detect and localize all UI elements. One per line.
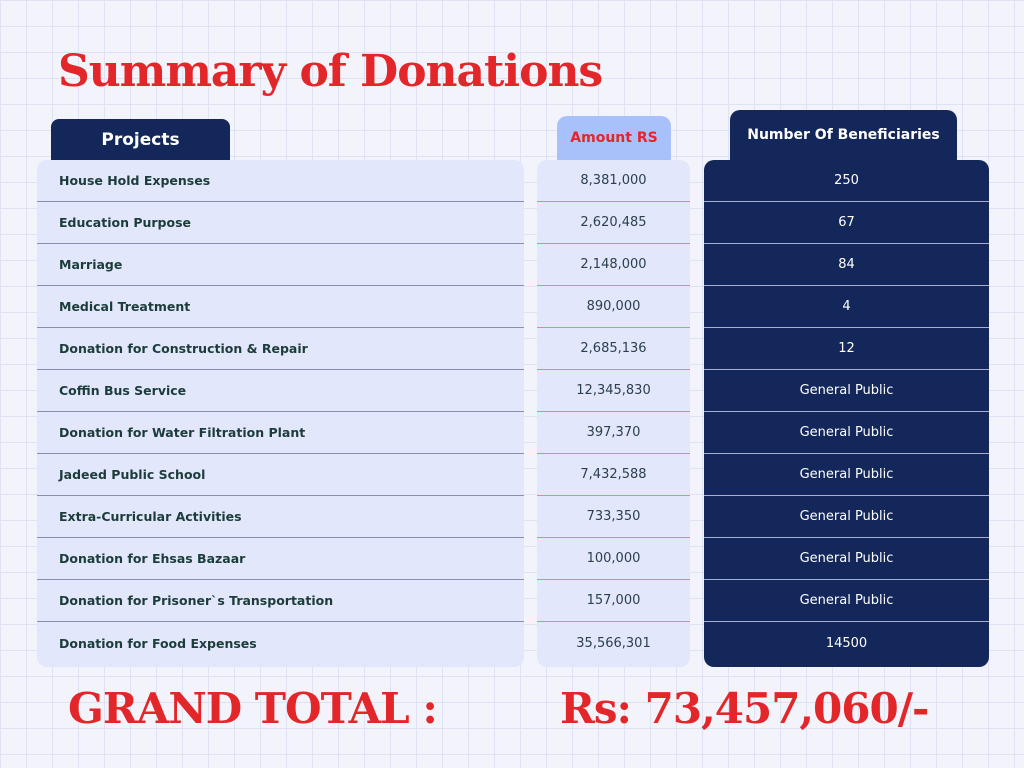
grand-total-value: Rs: 73,457,060/-: [560, 684, 929, 733]
amount-cell: 7,432,588: [537, 454, 690, 496]
amount-column: [537, 160, 690, 667]
amount-cell: 35,566,301: [576, 635, 651, 651]
beneficiaries-cell: General Public: [704, 496, 989, 538]
amount-cell: 100,000: [537, 538, 690, 580]
grand-total-label: GRAND TOTAL :: [68, 684, 437, 733]
project-cell: Extra-Curricular Activities: [37, 496, 524, 538]
projects-column: [37, 160, 524, 667]
project-cell: Donation for Ehsas Bazaar: [37, 538, 524, 580]
beneficiaries-cell: 250: [704, 160, 989, 202]
amount-cell: 157,000: [537, 580, 690, 622]
amount-cell: 12,345,830: [537, 370, 690, 412]
beneficiaries-cell: General Public: [704, 454, 989, 496]
page-title: Summary of Donations: [58, 46, 603, 97]
project-cell: Medical Treatment: [37, 286, 524, 328]
amount-cell: 890,000: [537, 286, 690, 328]
project-cell: Jadeed Public School: [37, 454, 524, 496]
beneficiaries-cell: 84: [704, 244, 989, 286]
beneficiaries-cell: 67: [704, 202, 989, 244]
amount-cell: 2,685,136: [537, 328, 690, 370]
amount-cell: 2,148,000: [537, 244, 690, 286]
beneficiaries-cell: General Public: [704, 538, 989, 580]
beneficiaries-cell: General Public: [704, 370, 989, 412]
beneficiaries-cell: 12: [704, 328, 989, 370]
amount-cell: 397,370: [537, 412, 690, 454]
project-cell: Education Purpose: [37, 202, 524, 244]
project-cell: Marriage: [37, 244, 524, 286]
amount-cell: 2,620,485: [537, 202, 690, 244]
beneficiaries-column: [704, 160, 989, 667]
project-cell: Donation for Water Filtration Plant: [37, 412, 524, 454]
project-cell: Coffin Bus Service: [37, 370, 524, 412]
project-cell: House Hold Expenses: [37, 160, 524, 202]
project-cell: Donation for Prisoner`s Transportation: [37, 580, 524, 622]
beneficiaries-cell: General Public: [704, 580, 989, 622]
project-cell: Donation for Food Expenses: [59, 635, 257, 651]
amount-header: Amount RS: [557, 116, 671, 160]
beneficiaries-cell: General Public: [704, 412, 989, 454]
project-cell: Donation for Construction & Repair: [37, 328, 524, 370]
beneficiaries-cell: 14500: [825, 635, 868, 651]
beneficiaries-cell: 4: [704, 286, 989, 328]
amount-cell: 8,381,000: [537, 160, 690, 202]
projects-header: Projects: [51, 119, 230, 160]
beneficiaries-header: Number Of Beneficiaries: [730, 110, 957, 160]
amount-cell: 733,350: [537, 496, 690, 538]
